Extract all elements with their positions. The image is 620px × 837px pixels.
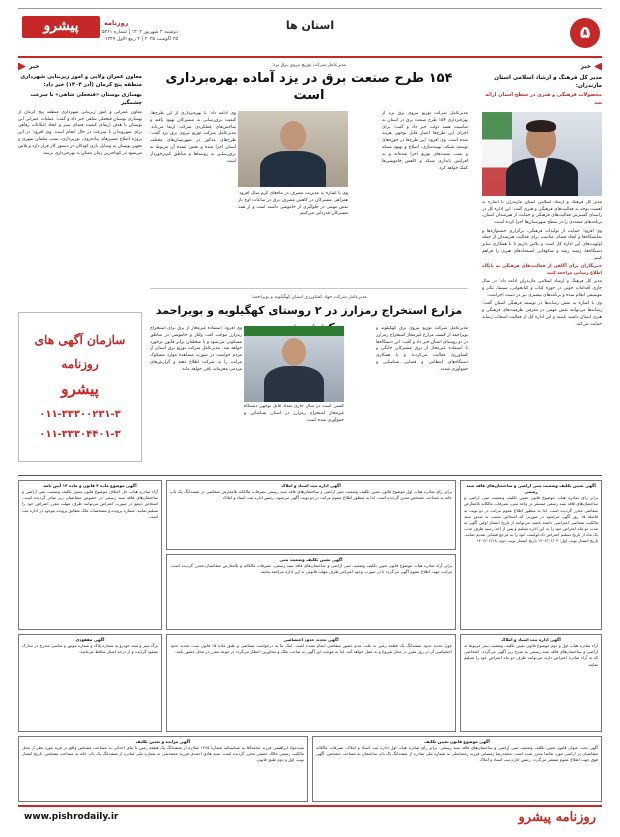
notice-body: سیدجواد ابراهیمی فرزند محمدآقا به شناسنامه شماره ۱۴۶۵ صادره از ششدانگ یک قطعه زمین با بنای احداثی به مساحت مشخص واقع در قریه مورد نظر از محل مالکیت رسمی مالک حقیقی محرز گردیده است. سید هادی احمدی فرزند محمدتقی به شماره ملی صادره از ششدانگ یک باب خانه به مساحت مشخص. تاریخ انتشار نوبت اول و دوم طبق قانون.: [22, 745, 305, 763]
arrow-icon: [594, 63, 602, 71]
kicker-left-label: خبر: [29, 62, 40, 70]
kicker-right-label: خبر: [580, 62, 591, 70]
page-header: [18, 14, 602, 56]
paragraph: مدیر کل فرهنگ و ارشاد اسلامی استان مازندران با اشاره به اهمیت توجه به فعالیت‌های فرهنگی و هنری گفت: این اداره کل در راستای گسترش فعالیت‌های فرهنگی و حمایت از هنرمندان استان، برنامه‌های متعددی را در سطح شهرستان‌ها اجرا کرده است.: [482, 199, 602, 226]
ad-line-2: روزنامه: [61, 356, 99, 371]
notice-box: [312, 736, 602, 802]
article-body: معاون عمرانی و امور زیربنایی شهرداری منطقه پنج کرمان از بهسازی بوستان فتحعلی شاهی خبر داد و گفت: عملیات عمرانی این بوستان با هدف ارتقای کیفیت فضای سبز و ایجاد امکانات رفاهی برای شهروندان با سرعت در حال انجام است. وی افزود: در این پروژه اصلاح مسیرهای پیاده‌روی، نورپردازی، نصب مبلمان شهری و تجهیز بوستان به وسایل بازی کودکان در دستور کار قرار دارد و تلاش می‌شود در کوتاه‌ترین زمان ممکن به بهره‌برداری برسد.: [18, 109, 142, 156]
issue-info: [102, 30, 178, 44]
main-article: [150, 111, 468, 261]
notice-body: آگهی تحت عنوان قانون تعیین تکلیف وضعیت ثبتی اراضی و ساختمان‌های فاقد سند رسمی. برابر رای صادره هیات اول اداره ثبت اسناد و املاک، تصرفات مالکانه متقاضیان در اراضی مورد تقاضا محرز شده است. محمدرضا رمضانی فرزند رمضانعلی به شماره ملی صادره از ششدانگ یک باب ساختمان به مساحت مشخص. آگهی فوق جهت اطلاع عموم منتشر می‌گردد. رئیس اداره ثبت اسناد و املاک: [316, 745, 598, 763]
official-photo: [244, 326, 344, 402]
notice-title: آگهی تعیین تکلیف وضعیت ثبتی اراضی و ساختمان‌های فاقد سند رسمی: [466, 483, 596, 495]
ad-phone-2[interactable]: ۰۱۱-۳۳۳۰۴۴۰۱-۳: [39, 429, 121, 441]
page-footer: [18, 805, 602, 829]
notice-box: [166, 634, 456, 732]
paragraph: مدیر کل فرهنگ و ارشاد اسلامی مازندران ادامه داد: در سال جاری اقدامات خوبی در حوزه کتاب و کتابخوانی، سینما، تئاتر و موسیقی انجام شده و برنامه‌های بیشتری نیز در دست اجراست.: [482, 279, 602, 298]
article-col-right: مدیرعامل شرکت توزیع نیروی برق یزد از بهره‌برداری ۱۵۴ طرح صنعت برق در استان به مناسبت هفته دولت خبر داد و گفت: برای اجرای این طرح‌ها اعتبار قابل توجهی هزینه شده است. وی افزود: این طرح‌ها در حوزه‌های توسعه شبکه، بهینه‌سازی، اصلاح و بهبود شبکه و نصب پست‌های توزیع اجرا شده‌اند و به افزایش پایداری شبکه و کاهش خاموشی‌ها کمک خواهد کرد.: [382, 110, 468, 171]
article-body: [482, 200, 602, 470]
ad-phone-1[interactable]: ۰۱۱-۳۳۳۰۰۲۳۱-۳: [39, 408, 121, 420]
ad-line-1: سازمان آگهی های: [34, 333, 126, 348]
article-kicker: مدیرعامل شرکت جهاد کشاورزی استان کهگیلویه و بویراحمد:: [251, 295, 367, 300]
notice-title: آگهی تعیین تکلیف وضعیت ثبتی: [279, 557, 343, 562]
footer-brand: روزنامه پیشرو: [518, 809, 596, 825]
right-column-article: [482, 74, 602, 472]
notice-body: برابر رای صادره هیات موضوع قانون تعیین تکلیف وضعیت ثبتی اراضی و ساختمان‌های فاقد سند رسمی مستقر در واحد ثبتی، تصرفات مالکانه بلامعارض متقاضی محرز گردیده است. لذا به منظور اطلاع عموم مراتب در دو نوبت به فاصله ۱۵ روز آگهی می‌شود در صورتی که اشخاص نسبت به صدور سند مالکیت متقاضی اعتراضی داشته باشند می‌توانند از تاریخ انتشار اولین آگهی به مدت دو ماه اعتراض خود را به این اداره تسلیم و پس از اخذ رسید ظرف مدت یک ماه از تاریخ تسلیم اعتراض دادخواست خود را به مرجع قضایی تقدیم نمایند. تاریخ انتشار نوبت اول: ۱۴۰۴/۰۶/۰۳ تاریخ انتشار نوبت دوم: ۱۴۰۴/۰۶/۱۸: [464, 495, 598, 544]
left-column-article: [18, 74, 142, 472]
ad-brand: پیشرو: [61, 380, 99, 399]
notice-title: آگهی موضوع ماده ۳ قانون و ماده ۱۳ آیین نامه: [43, 483, 137, 488]
notice-body: برگ سبز و سند خودرو به شماره پلاک و شماره موتور و شاسی مندرج در مدارک مفقود گردیده و از درجه اعتبار ساقط می‌باشد.: [22, 643, 158, 655]
notice-title: آگهی موضوع قانون تعیین تکلیف: [424, 739, 490, 744]
notice-body: آراء صادره هیات حل اختلاف موضوع قانون تعیین تکلیف وضعیت ثبتی اراضی و ساختمان‌های فاقد سند رسمی در خصوص متقاضیان زیر صادر گردیده است. اشخاص ذینفع در صورت اعتراض می‌توانند ظرف مهلت مقرر اعتراض خود را تسلیم نمایند. شماره پرونده و مشخصات ملک مطابق پرونده موجود در اداره ثبت است.: [22, 489, 158, 519]
notice-box: [166, 554, 456, 630]
masthead-logo[interactable]: [18, 14, 179, 56]
notice-box: [18, 634, 162, 732]
highlight-note: خبرنگاران برای آگاهی از فعالیت‌های فرهنگی به پایگاه اطلاع رسانی مراجعه کنند: [482, 264, 602, 276]
article-kicker: مدیرعامل شرکت توزیع نیروی برق یزد:: [271, 63, 347, 68]
notice-body: برابر رای صادره هیات اول موضوع قانون تعیین تکلیف وضعیت ثبتی اراضی و ساختمان‌های فاقد سند رسمی تصرفات مالکانه بلامعارض متقاضی در ششدانگ یک باب خانه به مساحت مشخص محرز گردیده است. لذا به منظور اطلاع عموم مراتب در دو نوبت آگهی می‌شود. رئیس اداره ثبت اسناد و املاک: [170, 489, 452, 501]
divider: [150, 288, 468, 289]
brand-subtitle: روزنامه: [104, 19, 129, 27]
second-article: [150, 294, 468, 472]
notice-body: آراء صادره هیات اول و دوم موضوع قانون تعیین تکلیف وضعیت ثبتی مربوط به اراضی و ساختمان‌های فاقد سند رسمی به شرح زیر آگهی می‌گردد. اشخاصی که به آراء صادره اعتراض دارند می‌توانند ظرف دو ماه اعتراض خود را تسلیم نمایند.: [464, 643, 598, 667]
section-title: استان ها: [285, 19, 335, 32]
article-subtitle: محصولات فرهنگی و هنری در سطح استان ارائه شد: [485, 92, 602, 106]
top-rule: [18, 8, 602, 9]
notice-title: آگهی مفقودی: [75, 637, 105, 642]
article-under-photo: گفتنی است در سال جاری تعداد قابل توجهی دستگاه غیرمجاز استخراج رمزارز در استان شناسایی و جمع‌آوری شده است.: [244, 404, 344, 423]
notice-box: [460, 480, 602, 630]
second-headline[interactable]: مزارع استخراج رمزارز در ۲ روستای کهگیلویه و بویراحمد: [155, 304, 463, 318]
portrait-photo: [482, 112, 602, 196]
arrow-icon: [18, 63, 26, 71]
article-subtitle: بهسازی بوستان «فتحعلی شاهی» با سرعت چشمگیر: [30, 91, 142, 106]
notice-box: [460, 634, 602, 732]
legal-notices: [18, 480, 602, 806]
ad-box[interactable]: [18, 312, 142, 462]
paragraph: وی با اشاره به نقش رسانه‌ها در توسعه فرهنگی استان گفت: رسانه‌ها می‌توانند نقش مهمی در معرفی ظرفیت‌های فرهنگی و هنری استان داشته باشند و این اداره کل از فعالیت اصحاب رسانه حمایت می‌کند.: [482, 301, 602, 327]
notice-title: آگهی اداره ثبت اسناد و املاک: [501, 637, 561, 642]
brand-logo: پیشرو: [22, 16, 100, 38]
notice-title: آگهی اداره ثبت اسناد و املاک: [281, 483, 341, 488]
article-col-right: مدیرعامل شرکت توزیع نیروی برق کهگیلویه و بویراحمد از کشف مزارع غیرمجاز استخراج رمزارز در دو روستای استان خبر داد و گفت: این دستگاه‌ها با استفاده غیرمجاز از برق مشترکان خانگی و کشاورزی فعالیت می‌کردند و با همکاری دستگاه‌های انتظامی و قضایی شناسایی و جمع‌آوری شدند.: [376, 326, 468, 372]
main-headline[interactable]: ۱۵۴ طرح صنعت برق در یزد آماده بهره‌برداری است: [165, 71, 453, 103]
notice-box: [18, 736, 308, 802]
page-number-badge: ۵: [570, 18, 600, 48]
center-column: [150, 62, 468, 472]
kicker-right: [580, 62, 602, 71]
article-title: معاون عمران ولایی و امور زیربنایی شهرداری منطقه پنج کرمان (آذر ۱۴۰۴) خبر داد:: [20, 74, 142, 88]
notice-body: برابر آراء صادره هیات موضوع قانون تعیین تکلیف وضعیت ثبتی اراضی و ساختمان‌های فاقد سند رسمی، تصرفات مالکانه و بلامعارض متقاضیان محرز گردیده است. مراتب جهت اطلاع عموم آگهی می‌گردد تا در صورت وجود اعتراض ظرف مهلت قانونی به این اداره مراجعه نمایند.: [170, 563, 452, 575]
section-rule: [18, 475, 602, 476]
article-under-photo: وی با اشاره به مدیریت مصرف در ماه‌های گرم سال افزود: همراهی مشترکان در کاهش مصرف برق در ساعات اوج بار نقش مهمی در جلوگیری از خاموشی داشته است و از همه مشترکان قدردانی می‌کنیم.: [238, 190, 348, 217]
website-link[interactable]: www.pishrodaily.ir: [24, 812, 119, 823]
article-title: مدیر کل فرهنگ و ارشاد اسلامی استان مازندران:: [494, 75, 602, 90]
header-rule: [18, 56, 602, 58]
issue-line-2: ۲۵ اگوست ۲۰۲۵ | ۲ ربیع الاول ۱۴۴۷: [105, 36, 179, 42]
issue-line-1: دوشنبه ۳ شهریور ۱۴۰۴ | شماره ۵۳۶۱: [102, 30, 179, 35]
kicker-left: [18, 62, 40, 71]
notice-title: آگهی مزایده و تعیین تکلیف: [135, 739, 191, 744]
official-photo: [238, 111, 348, 187]
article-col-left: وی افزود: استفاده غیرمجاز از برق برای استخراج رمزارز موجب افت ولتاژ و خاموشی در مناطق مسکونی می‌شود و با متخلفان برابر قانون برخورد خواهد شد. مدیرعامل شرکت توزیع برق استان از مردم خواست در صورت مشاهده موارد مشکوک مراتب را به شرکت اطلاع دهند و گزارش‌های مردمی محرمانه باقی خواهد ماند.: [150, 326, 242, 372]
paragraph: وی افزود: حمایت از تولیدات فرهنگی، برگزاری جشنواره‌ها و نمایشگاه‌ها و ایجاد فضای مناسب برای فعالیت هنرمندان از جمله اولویت‌های این اداره کل است و تلاش داریم تا با همکاری سایر دستگاه‌ها، زمینه رشد و شکوفایی استعدادهای هنری را فراهم کنیم.: [482, 228, 602, 261]
notice-box: [166, 480, 456, 550]
notice-body: چون تحدید حدود ششدانگ یک قطعه زمین به علت عدم حضور متقاضی انجام نشده است، اینک بنا به درخواست متقاضی و طبق ماده ۱۵ قانون ثبت، تحدید حدود اختصاصی آن در روز مقرر در محل شروع و به عمل خواهد آمد. لذا به موجب این آگهی به صاحب ملک و مجاورین اخطار می‌گردد در موعد مقرر در محل حضور یابند.: [170, 643, 452, 655]
notice-box: [18, 480, 162, 630]
article-col-left: وی ادامه داد: با بهره‌برداری از این طرح‌ها، کیفیت برق‌رسانی به مشترکان بهبود یافته و شاخص‌های عملکردی شرکت ارتقا می‌یابد. مدیرعامل شرکت توزیع نیروی برق یزد گفت: طرح‌های مذکور در شهرستان‌های مختلف استان اجرا شده و بخش عمده آن مربوط به برق‌رسانی به روستاها و مناطق کم‌برخوردار است.: [150, 110, 236, 164]
notice-title: آگهی تحدید حدود اختصاصی: [283, 637, 339, 642]
